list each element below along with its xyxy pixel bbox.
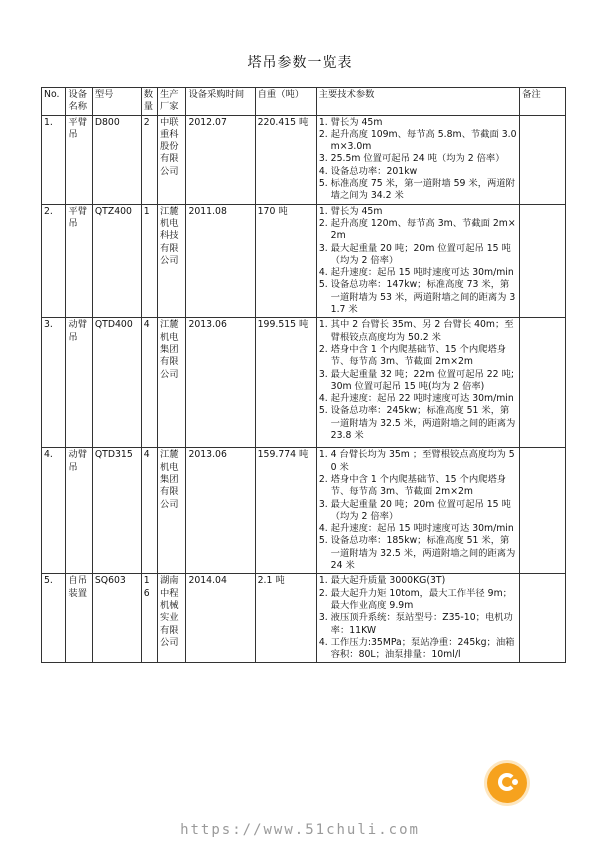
cell-note	[520, 448, 566, 574]
param-item: 2. 最大起升力矩 10tom，最大工作半径 9m；最大作业高度 9.9m	[331, 588, 517, 613]
param-item: 2. 起升高度 109m、每节高 5.8m、节截面 3.0m×3.0m	[331, 129, 517, 154]
cell-model: QTD315	[92, 448, 141, 574]
cell-no: 2.	[42, 204, 66, 318]
param-item: 3. 25.5m 位置可起吊 24 吨（均为 2 倍率）	[331, 153, 517, 165]
param-item: 1. 最大起升质量 3000KG(3T)	[331, 575, 517, 587]
param-item: 3. 最大起重量 20 吨；20m 位置可起吊 15 吨（均为 2 倍率）	[331, 499, 517, 524]
cell-note	[520, 318, 566, 448]
cell-date: 2013.06	[186, 448, 255, 574]
param-item: 1. 臂长为 45m	[331, 117, 517, 129]
param-item: 4. 起升速度：起吊 15 吨时速度可达 30m/min	[331, 267, 517, 279]
cell-model: D800	[92, 115, 141, 204]
param-item: 1. 臂长为 45m	[331, 206, 517, 218]
cell-qty: 1	[141, 204, 157, 318]
cell-params	[316, 574, 519, 663]
param-item: 5. 设备总功率：185kw；标准高度 51 米，第一道附墙为 32.5 米，两道附墙之间的距离为 24 米	[331, 535, 517, 572]
cell-no: 5.	[42, 574, 66, 663]
param-item: 2. 塔身中含 1 个内爬基础节、15 个内爬塔身节、每节高 3m、节截面 2m×2m	[331, 474, 517, 499]
param-item: 3. 液压顶升系统：泵站型号：Z35-10；电机功率：11KW	[331, 612, 517, 637]
cell-date: 2012.07	[186, 115, 255, 204]
cell-maker: 江麓机电集团有限公司	[157, 318, 185, 448]
param-item: 4. 起升速度：起吊 15 吨时速度可达 30m/min	[331, 523, 517, 535]
param-item: 1. 4 台臂长均为 35m ；至臂根铰点高度均为 50 米	[331, 449, 517, 474]
table-row	[42, 115, 566, 204]
params-list	[319, 575, 517, 661]
crane-spec-table	[41, 87, 566, 663]
cell-model: QTZ400	[92, 204, 141, 318]
header-purchase-date: 设备采购时间	[186, 88, 255, 116]
param-item: 4. 工作压力:35MPa；泵站净重：245kg；油箱容积：80L；油泵排量：10ml/l	[331, 637, 517, 662]
param-item: 3. 最大起重量 32 吨；22m 位置可起吊 22 吨;30m 位置可起吊 15 吨(均为 2 倍率)	[331, 369, 517, 394]
header-manufacturer: 生产厂家	[157, 88, 185, 116]
params-list	[319, 319, 517, 442]
cell-name: 平臂吊	[66, 115, 92, 204]
table-row	[42, 204, 566, 318]
cell-date: 2014.04	[186, 574, 255, 663]
watermark-url: https://www.51chuli.com	[180, 822, 420, 838]
param-item: 5. 设备总功率：147kw；标准高度 73 米，第一道附墙为 53 米，两道附墙之间的距离为 31.7 米	[331, 279, 517, 316]
cell-weight: 199.515 吨	[255, 318, 316, 448]
table-row	[42, 574, 566, 663]
cell-no: 1.	[42, 115, 66, 204]
cell-weight: 159.774 吨	[255, 448, 316, 574]
param-item: 4. 设备总功率：201kw	[331, 166, 517, 178]
cell-date: 2013.06	[186, 318, 255, 448]
cell-name: 自吊装置	[66, 574, 92, 663]
header-remarks: 备注	[520, 88, 566, 116]
cell-note	[520, 204, 566, 318]
params-list	[319, 206, 517, 317]
cell-params	[316, 204, 519, 318]
params-list	[319, 449, 517, 572]
cell-weight: 2.1 吨	[255, 574, 316, 663]
params-list	[319, 117, 517, 203]
cell-name: 动臂吊	[66, 448, 92, 574]
param-item: 2. 塔身中含 1 个内爬基础节、15 个内爬塔身节、每节高 3m、节截面 2m×2m	[331, 344, 517, 369]
cell-name: 动臂吊	[66, 318, 92, 448]
header-equipment-name: 设备名称	[66, 88, 92, 116]
header-weight: 自重（吨）	[255, 88, 316, 116]
cell-date: 2011.08	[186, 204, 255, 318]
param-item: 1. 其中 2 台臂长 35m、另 2 台臂长 40m；至臂根铰点高度均为 50.2 米	[331, 319, 517, 344]
cell-no: 3.	[42, 318, 66, 448]
header-main-params: 主要技术参数	[316, 88, 519, 116]
param-item: 3. 最大起重量 20 吨；20m 位置可起吊 15 吨（均为 2 倍率）	[331, 243, 517, 268]
cell-maker: 中联重科股份有限公司	[157, 115, 185, 204]
cell-maker: 江麓机电科技有限公司	[157, 204, 185, 318]
cell-qty: 4	[141, 448, 157, 574]
cell-params	[316, 318, 519, 448]
cell-note	[520, 574, 566, 663]
header-quantity: 数量	[141, 88, 157, 116]
param-item: 4. 起升速度：起吊 22 吨时速度可达 30m/min	[331, 393, 517, 405]
header-model: 型号	[92, 88, 141, 116]
cell-model: QTD400	[92, 318, 141, 448]
cell-params	[316, 448, 519, 574]
cell-maker: 湖南中程机械实业有限公司	[157, 574, 185, 663]
cell-params	[316, 115, 519, 204]
table-row	[42, 318, 566, 448]
param-item: 2. 起升高度 120m、每节高 3m、节截面 2m×2m	[331, 218, 517, 243]
cell-maker: 江麓机电集团有限公司	[157, 448, 185, 574]
cell-weight: 220.415 吨	[255, 115, 316, 204]
cell-qty: 16	[141, 574, 157, 663]
cell-note	[520, 115, 566, 204]
cell-weight: 170 吨	[255, 204, 316, 318]
page-title: 塔吊参数一览表	[247, 55, 353, 71]
header-no: No.	[42, 88, 66, 116]
cell-name: 平臂吊	[66, 204, 92, 318]
param-item: 5. 设备总功率：245kw；标准高度 51 米，第一道附墙为 32.5 米，两道附墙之间的距离为 23.8 米	[331, 405, 517, 442]
table-row	[42, 448, 566, 574]
cell-model: SQ603	[92, 574, 141, 663]
cell-qty: 4	[141, 318, 157, 448]
site-logo-icon	[487, 763, 527, 803]
param-item: 5. 标准高度 75 米，第一道附墙 59 米，两道附墙之间为 34.2 米	[331, 178, 517, 203]
cell-no: 4.	[42, 448, 66, 574]
cell-qty: 2	[141, 115, 157, 204]
table-header-row	[42, 88, 566, 116]
